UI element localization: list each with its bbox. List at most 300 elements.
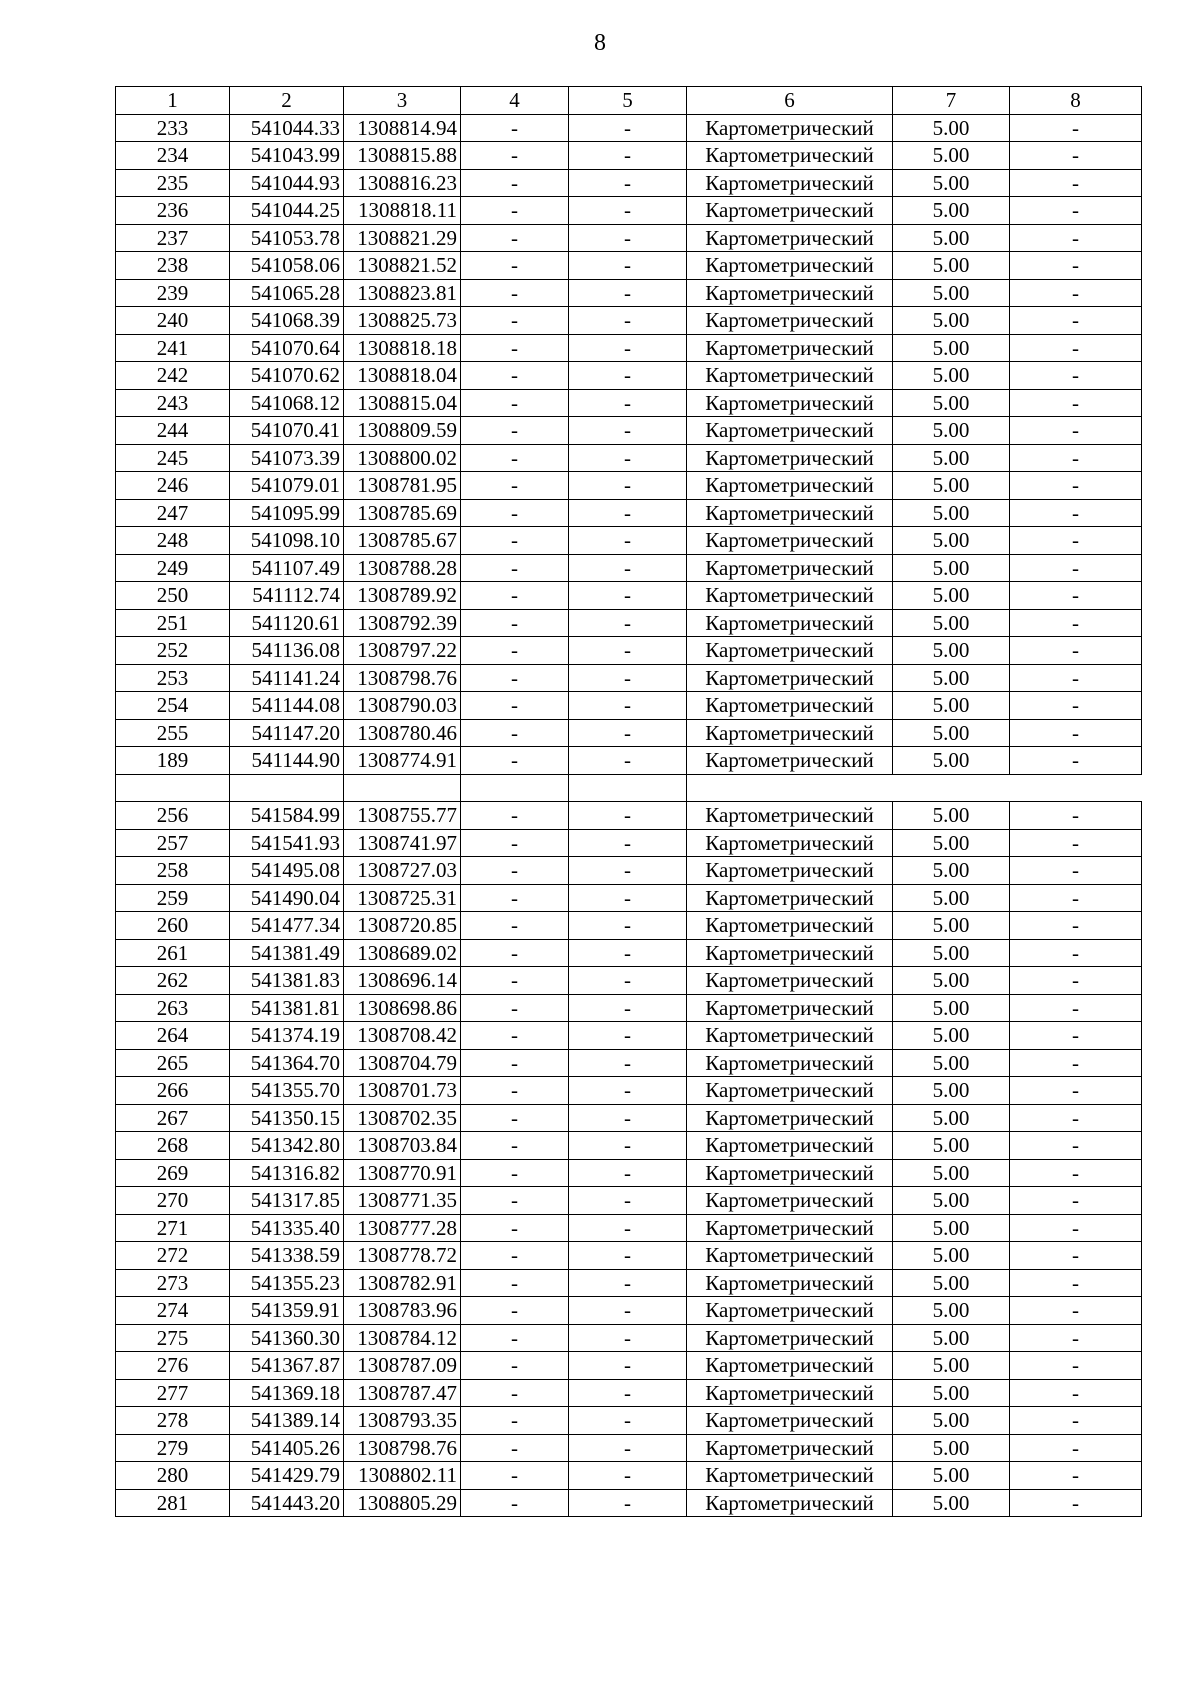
col-4-cell: - [461, 279, 569, 307]
col-4-cell: - [461, 637, 569, 665]
col-8-cell: - [1010, 1214, 1142, 1242]
x-coordinate-cell: 541098.10 [230, 527, 344, 555]
accuracy-cell: 5.00 [893, 389, 1010, 417]
col-4-cell: - [461, 1489, 569, 1517]
col-5-cell: - [569, 1049, 687, 1077]
y-coordinate-cell: 1308818.18 [344, 334, 461, 362]
col-4-cell: - [461, 499, 569, 527]
x-coordinate-cell: 541070.62 [230, 362, 344, 390]
col-4-cell: - [461, 114, 569, 142]
table-row [116, 279, 1142, 307]
y-coordinate-cell: 1308704.79 [344, 1049, 461, 1077]
table-row [116, 472, 1142, 500]
col-8-cell: - [1010, 1324, 1142, 1352]
y-coordinate-cell: 1308785.67 [344, 527, 461, 555]
col-4-cell: - [461, 692, 569, 720]
x-coordinate-cell: 541068.12 [230, 389, 344, 417]
y-coordinate-cell: 1308698.86 [344, 994, 461, 1022]
col-8-cell: - [1010, 1187, 1142, 1215]
accuracy-cell: 5.00 [893, 967, 1010, 995]
col-8-cell: - [1010, 1462, 1142, 1490]
coordinates-table-body [116, 87, 1142, 1517]
x-coordinate-cell: 541374.19 [230, 1022, 344, 1050]
accuracy-cell: 5.00 [893, 444, 1010, 472]
accuracy-cell: 5.00 [893, 1324, 1010, 1352]
table-row [116, 637, 1142, 665]
method-cell: Картометрический [687, 857, 893, 885]
accuracy-cell: 5.00 [893, 417, 1010, 445]
method-cell: Картометрический [687, 967, 893, 995]
col-8-cell: - [1010, 252, 1142, 280]
table-row [116, 747, 1142, 775]
col-4-cell: - [461, 527, 569, 555]
col-5-cell: - [569, 1022, 687, 1050]
col-4-cell: - [461, 802, 569, 830]
col-4-cell: - [461, 1104, 569, 1132]
col-4-cell: - [461, 389, 569, 417]
y-coordinate-cell: 1308771.35 [344, 1187, 461, 1215]
method-cell: Картометрический [687, 994, 893, 1022]
x-coordinate-cell: 541065.28 [230, 279, 344, 307]
empty-cell [569, 774, 687, 802]
header-cell: 6 [687, 87, 893, 115]
accuracy-cell: 5.00 [893, 829, 1010, 857]
point-number-cell: 254 [116, 692, 230, 720]
method-cell: Картометрический [687, 334, 893, 362]
point-number-cell: 252 [116, 637, 230, 665]
point-number-cell: 259 [116, 884, 230, 912]
method-cell: Картометрический [687, 719, 893, 747]
accuracy-cell: 5.00 [893, 1132, 1010, 1160]
method-cell: Картометрический [687, 1022, 893, 1050]
col-8-cell: - [1010, 994, 1142, 1022]
col-5-cell: - [569, 362, 687, 390]
accuracy-cell: 5.00 [893, 582, 1010, 610]
col-8-cell: - [1010, 884, 1142, 912]
point-number-cell: 239 [116, 279, 230, 307]
y-coordinate-cell: 1308816.23 [344, 169, 461, 197]
col-5-cell: - [569, 692, 687, 720]
point-number-cell: 243 [116, 389, 230, 417]
method-cell: Картометрический [687, 279, 893, 307]
col-5-cell: - [569, 554, 687, 582]
method-cell: Картометрический [687, 224, 893, 252]
col-4-cell: - [461, 1049, 569, 1077]
col-4-cell: - [461, 1159, 569, 1187]
col-8-cell: - [1010, 444, 1142, 472]
accuracy-cell: 5.00 [893, 637, 1010, 665]
col-5-cell: - [569, 1352, 687, 1380]
accuracy-cell: 5.00 [893, 1352, 1010, 1380]
col-5-cell: - [569, 1297, 687, 1325]
x-coordinate-cell: 541429.79 [230, 1462, 344, 1490]
col-4-cell: - [461, 1077, 569, 1105]
method-cell: Картометрический [687, 1104, 893, 1132]
header-cell: 4 [461, 87, 569, 115]
method-cell: Картометрический [687, 747, 893, 775]
table-row [116, 1324, 1142, 1352]
y-coordinate-cell: 1308720.85 [344, 912, 461, 940]
table-row [116, 224, 1142, 252]
accuracy-cell: 5.00 [893, 334, 1010, 362]
table-row [116, 692, 1142, 720]
y-coordinate-cell: 1308741.97 [344, 829, 461, 857]
col-5-cell: - [569, 1214, 687, 1242]
y-coordinate-cell: 1308780.46 [344, 719, 461, 747]
x-coordinate-cell: 541079.01 [230, 472, 344, 500]
col-4-cell: - [461, 747, 569, 775]
table-row [116, 1132, 1142, 1160]
point-number-cell: 233 [116, 114, 230, 142]
table-row [116, 1214, 1142, 1242]
col-5-cell: - [569, 1187, 687, 1215]
col-8-cell: - [1010, 939, 1142, 967]
table-row [116, 939, 1142, 967]
method-cell: Картометрический [687, 389, 893, 417]
method-cell: Картометрический [687, 939, 893, 967]
col-5-cell: - [569, 1407, 687, 1435]
method-cell: Картометрический [687, 1132, 893, 1160]
col-5-cell: - [569, 1324, 687, 1352]
col-8-cell: - [1010, 609, 1142, 637]
x-coordinate-cell: 541355.23 [230, 1269, 344, 1297]
point-number-cell: 238 [116, 252, 230, 280]
method-cell: Картометрический [687, 554, 893, 582]
accuracy-cell: 5.00 [893, 747, 1010, 775]
y-coordinate-cell: 1308825.73 [344, 307, 461, 335]
y-coordinate-cell: 1308778.72 [344, 1242, 461, 1270]
col-8-cell: - [1010, 197, 1142, 225]
x-coordinate-cell: 541405.26 [230, 1434, 344, 1462]
accuracy-cell: 5.00 [893, 994, 1010, 1022]
col-5-cell: - [569, 719, 687, 747]
point-number-cell: 237 [116, 224, 230, 252]
empty-cell [344, 774, 461, 802]
x-coordinate-cell: 541070.64 [230, 334, 344, 362]
y-coordinate-cell: 1308774.91 [344, 747, 461, 775]
x-coordinate-cell: 541044.33 [230, 114, 344, 142]
col-5-cell: - [569, 197, 687, 225]
col-4-cell: - [461, 252, 569, 280]
point-number-cell: 272 [116, 1242, 230, 1270]
point-number-cell: 276 [116, 1352, 230, 1380]
col-5-cell: - [569, 967, 687, 995]
x-coordinate-cell: 541541.93 [230, 829, 344, 857]
header-cell: 3 [344, 87, 461, 115]
accuracy-cell: 5.00 [893, 912, 1010, 940]
y-coordinate-cell: 1308788.28 [344, 554, 461, 582]
x-coordinate-cell: 541389.14 [230, 1407, 344, 1435]
table-row [116, 1077, 1142, 1105]
header-cell: 2 [230, 87, 344, 115]
col-8-cell: - [1010, 307, 1142, 335]
col-5-cell: - [569, 829, 687, 857]
x-coordinate-cell: 541381.83 [230, 967, 344, 995]
point-number-cell: 269 [116, 1159, 230, 1187]
method-cell: Картометрический [687, 114, 893, 142]
method-cell: Картометрический [687, 1297, 893, 1325]
accuracy-cell: 5.00 [893, 169, 1010, 197]
section-separator-row [116, 774, 1142, 802]
col-4-cell: - [461, 1214, 569, 1242]
col-4-cell: - [461, 1462, 569, 1490]
x-coordinate-cell: 541043.99 [230, 142, 344, 170]
col-4-cell: - [461, 334, 569, 362]
method-cell: Картометрический [687, 1269, 893, 1297]
x-coordinate-cell: 541495.08 [230, 857, 344, 885]
method-cell: Картометрический [687, 1214, 893, 1242]
accuracy-cell: 5.00 [893, 664, 1010, 692]
col-8-cell: - [1010, 334, 1142, 362]
col-4-cell: - [461, 967, 569, 995]
table-row [116, 197, 1142, 225]
x-coordinate-cell: 541342.80 [230, 1132, 344, 1160]
col-5-cell: - [569, 224, 687, 252]
accuracy-cell: 5.00 [893, 609, 1010, 637]
col-4-cell: - [461, 472, 569, 500]
point-number-cell: 280 [116, 1462, 230, 1490]
method-cell: Картометрический [687, 444, 893, 472]
point-number-cell: 278 [116, 1407, 230, 1435]
point-number-cell: 277 [116, 1379, 230, 1407]
accuracy-cell: 5.00 [893, 939, 1010, 967]
header-cell: 8 [1010, 87, 1142, 115]
table-row [116, 307, 1142, 335]
x-coordinate-cell: 541355.70 [230, 1077, 344, 1105]
col-8-cell: - [1010, 1132, 1142, 1160]
accuracy-cell: 5.00 [893, 1462, 1010, 1490]
method-cell: Картометрический [687, 252, 893, 280]
x-coordinate-cell: 541073.39 [230, 444, 344, 472]
table-row [116, 1462, 1142, 1490]
x-coordinate-cell: 541364.70 [230, 1049, 344, 1077]
x-coordinate-cell: 541338.59 [230, 1242, 344, 1270]
col-8-cell: - [1010, 967, 1142, 995]
y-coordinate-cell: 1308798.76 [344, 1434, 461, 1462]
empty-cell [461, 774, 569, 802]
x-coordinate-cell: 541359.91 [230, 1297, 344, 1325]
page-number: 8 [594, 30, 606, 56]
table-row [116, 252, 1142, 280]
col-4-cell: - [461, 884, 569, 912]
method-cell: Картометрический [687, 582, 893, 610]
col-4-cell: - [461, 1269, 569, 1297]
accuracy-cell: 5.00 [893, 802, 1010, 830]
col-4-cell: - [461, 582, 569, 610]
y-coordinate-cell: 1308783.96 [344, 1297, 461, 1325]
point-number-cell: 255 [116, 719, 230, 747]
x-coordinate-cell: 541350.15 [230, 1104, 344, 1132]
table-row [116, 1022, 1142, 1050]
method-cell: Картометрический [687, 1159, 893, 1187]
accuracy-cell: 5.00 [893, 1407, 1010, 1435]
accuracy-cell: 5.00 [893, 527, 1010, 555]
y-coordinate-cell: 1308792.39 [344, 609, 461, 637]
y-coordinate-cell: 1308725.31 [344, 884, 461, 912]
table-row [116, 554, 1142, 582]
table-row [116, 1104, 1142, 1132]
y-coordinate-cell: 1308823.81 [344, 279, 461, 307]
method-cell: Картометрический [687, 1187, 893, 1215]
col-5-cell: - [569, 1269, 687, 1297]
x-coordinate-cell: 541044.25 [230, 197, 344, 225]
method-cell: Картометрический [687, 692, 893, 720]
y-coordinate-cell: 1308821.29 [344, 224, 461, 252]
accuracy-cell: 5.00 [893, 1242, 1010, 1270]
point-number-cell: 281 [116, 1489, 230, 1517]
point-number-cell: 261 [116, 939, 230, 967]
col-5-cell: - [569, 664, 687, 692]
point-number-cell: 251 [116, 609, 230, 637]
accuracy-cell: 5.00 [893, 1214, 1010, 1242]
col-5-cell: - [569, 1104, 687, 1132]
point-number-cell: 267 [116, 1104, 230, 1132]
col-8-cell: - [1010, 692, 1142, 720]
header-cell: 5 [569, 87, 687, 115]
accuracy-cell: 5.00 [893, 1489, 1010, 1517]
method-cell: Картометрический [687, 142, 893, 170]
col-4-cell: - [461, 417, 569, 445]
point-number-cell: 256 [116, 802, 230, 830]
col-5-cell: - [569, 252, 687, 280]
x-coordinate-cell: 541044.93 [230, 169, 344, 197]
method-cell: Картометрический [687, 307, 893, 335]
col-8-cell: - [1010, 1407, 1142, 1435]
x-coordinate-cell: 541053.78 [230, 224, 344, 252]
col-5-cell: - [569, 527, 687, 555]
col-5-cell: - [569, 609, 687, 637]
point-number-cell: 268 [116, 1132, 230, 1160]
accuracy-cell: 5.00 [893, 884, 1010, 912]
accuracy-cell: 5.00 [893, 224, 1010, 252]
y-coordinate-cell: 1308815.04 [344, 389, 461, 417]
x-coordinate-cell: 541443.20 [230, 1489, 344, 1517]
x-coordinate-cell: 541112.74 [230, 582, 344, 610]
col-8-cell: - [1010, 279, 1142, 307]
col-4-cell: - [461, 609, 569, 637]
method-cell: Картометрический [687, 1049, 893, 1077]
col-5-cell: - [569, 747, 687, 775]
col-5-cell: - [569, 114, 687, 142]
col-8-cell: - [1010, 499, 1142, 527]
x-coordinate-cell: 541144.08 [230, 692, 344, 720]
col-4-cell: - [461, 719, 569, 747]
table-row [116, 1407, 1142, 1435]
point-number-cell: 258 [116, 857, 230, 885]
header-cell: 7 [893, 87, 1010, 115]
y-coordinate-cell: 1308797.22 [344, 637, 461, 665]
col-8-cell: - [1010, 802, 1142, 830]
y-coordinate-cell: 1308818.04 [344, 362, 461, 390]
y-coordinate-cell: 1308785.69 [344, 499, 461, 527]
col-8-cell: - [1010, 1489, 1142, 1517]
x-coordinate-cell: 541107.49 [230, 554, 344, 582]
method-cell: Картометрический [687, 1077, 893, 1105]
table-row [116, 527, 1142, 555]
point-number-cell: 273 [116, 1269, 230, 1297]
col-5-cell: - [569, 169, 687, 197]
point-number-cell: 263 [116, 994, 230, 1022]
accuracy-cell: 5.00 [893, 857, 1010, 885]
table-row [116, 389, 1142, 417]
col-8-cell: - [1010, 1104, 1142, 1132]
point-number-cell: 245 [116, 444, 230, 472]
y-coordinate-cell: 1308818.11 [344, 197, 461, 225]
method-cell: Картометрический [687, 169, 893, 197]
col-4-cell: - [461, 307, 569, 335]
col-8-cell: - [1010, 637, 1142, 665]
y-coordinate-cell: 1308784.12 [344, 1324, 461, 1352]
y-coordinate-cell: 1308701.73 [344, 1077, 461, 1105]
col-5-cell: - [569, 1159, 687, 1187]
method-cell: Картометрический [687, 472, 893, 500]
point-number-cell: 279 [116, 1434, 230, 1462]
coordinates-table [115, 86, 1142, 1517]
method-cell: Картометрический [687, 1407, 893, 1435]
y-coordinate-cell: 1308755.77 [344, 802, 461, 830]
method-cell: Картометрический [687, 912, 893, 940]
x-coordinate-cell: 541070.41 [230, 417, 344, 445]
col-4-cell: - [461, 1022, 569, 1050]
col-8-cell: - [1010, 527, 1142, 555]
col-4-cell: - [461, 1379, 569, 1407]
x-coordinate-cell: 541477.34 [230, 912, 344, 940]
accuracy-cell: 5.00 [893, 1104, 1010, 1132]
col-8-cell: - [1010, 912, 1142, 940]
y-coordinate-cell: 1308802.11 [344, 1462, 461, 1490]
accuracy-cell: 5.00 [893, 1049, 1010, 1077]
method-cell: Картометрический [687, 1242, 893, 1270]
table-row [116, 1434, 1142, 1462]
col-8-cell: - [1010, 417, 1142, 445]
point-number-cell: 257 [116, 829, 230, 857]
col-4-cell: - [461, 1187, 569, 1215]
col-4-cell: - [461, 939, 569, 967]
x-coordinate-cell: 541381.49 [230, 939, 344, 967]
table-row [116, 114, 1142, 142]
accuracy-cell: 5.00 [893, 499, 1010, 527]
table-row [116, 1049, 1142, 1077]
col-8-cell: - [1010, 857, 1142, 885]
col-4-cell: - [461, 829, 569, 857]
y-coordinate-cell: 1308800.02 [344, 444, 461, 472]
table-row [116, 1159, 1142, 1187]
method-cell: Картометрический [687, 1434, 893, 1462]
table-row [116, 169, 1142, 197]
y-coordinate-cell: 1308727.03 [344, 857, 461, 885]
accuracy-cell: 5.00 [893, 1379, 1010, 1407]
x-coordinate-cell: 541584.99 [230, 802, 344, 830]
col-8-cell: - [1010, 582, 1142, 610]
y-coordinate-cell: 1308815.88 [344, 142, 461, 170]
col-4-cell: - [461, 1324, 569, 1352]
table-row [116, 994, 1142, 1022]
method-cell: Картометрический [687, 802, 893, 830]
col-5-cell: - [569, 1077, 687, 1105]
y-coordinate-cell: 1308696.14 [344, 967, 461, 995]
x-coordinate-cell: 541360.30 [230, 1324, 344, 1352]
accuracy-cell: 5.00 [893, 719, 1010, 747]
method-cell: Картометрический [687, 664, 893, 692]
method-cell: Картометрический [687, 527, 893, 555]
col-8-cell: - [1010, 1269, 1142, 1297]
point-number-cell: 275 [116, 1324, 230, 1352]
accuracy-cell: 5.00 [893, 362, 1010, 390]
col-4-cell: - [461, 1242, 569, 1270]
col-4-cell: - [461, 1434, 569, 1462]
col-5-cell: - [569, 444, 687, 472]
y-coordinate-cell: 1308798.76 [344, 664, 461, 692]
